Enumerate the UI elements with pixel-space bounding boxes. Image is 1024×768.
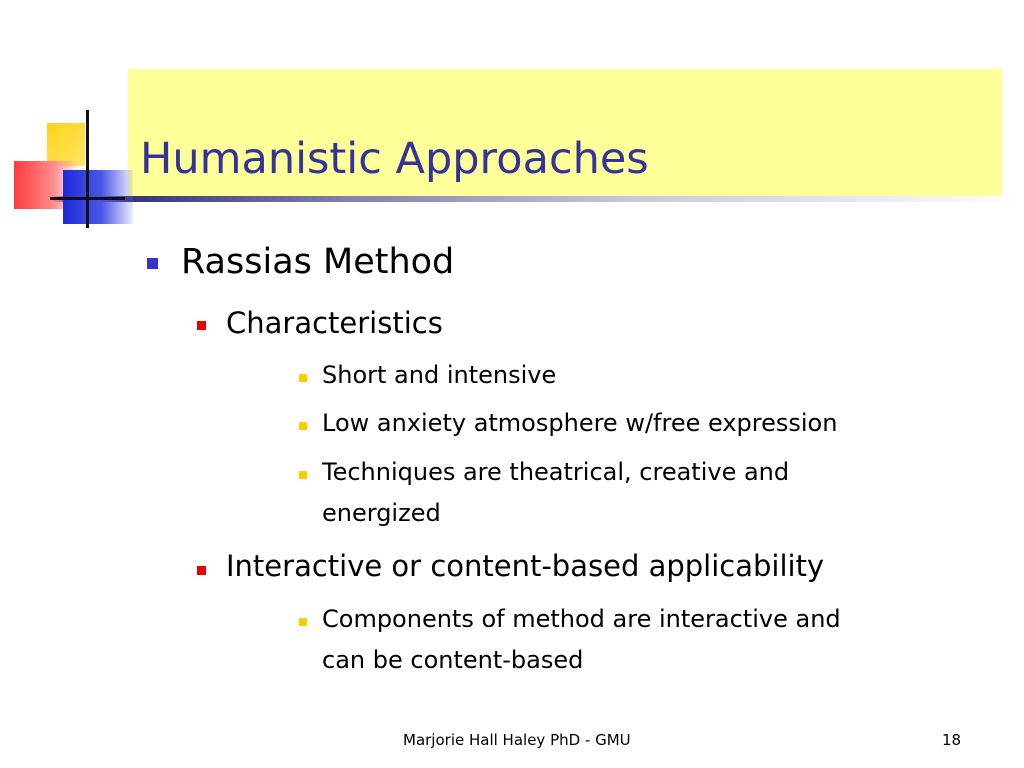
- bullet-level1-rassias-method: Rassias Method: [181, 242, 455, 282]
- bullet-marker-level3: [299, 618, 307, 626]
- bullet-level3-short-intensive: Short and intensive: [322, 361, 557, 389]
- bullet-level3-techniques-line2: energized: [322, 499, 441, 527]
- bullet-level3-components-line1: Components of method are interactive and: [322, 605, 841, 633]
- bullet-level3-low-anxiety: Low anxiety atmosphere w/free expression: [322, 409, 838, 437]
- bullet-level3-components-line2: can be content-based: [322, 646, 584, 674]
- bullet-level3-techniques-line1: Techniques are theatrical, creative and: [322, 458, 790, 486]
- bullet-level2-interactive: Interactive or content-based applicability: [226, 549, 825, 583]
- bullet-marker-level1: [147, 258, 158, 269]
- bullet-marker-level3: [299, 471, 307, 479]
- bullet-marker-level3: [299, 374, 307, 382]
- bullet-level2-characteristics: Characteristics: [226, 306, 443, 340]
- bullet-marker-level3: [299, 422, 307, 430]
- slide-title: Humanistic Approaches: [140, 134, 649, 184]
- bullet-marker-level2: [197, 321, 206, 330]
- slide-footer: Marjorie Hall Haley PhD - GMU: [403, 731, 631, 749]
- bullet-marker-level2: [197, 566, 206, 575]
- slide-number: 18: [942, 731, 962, 749]
